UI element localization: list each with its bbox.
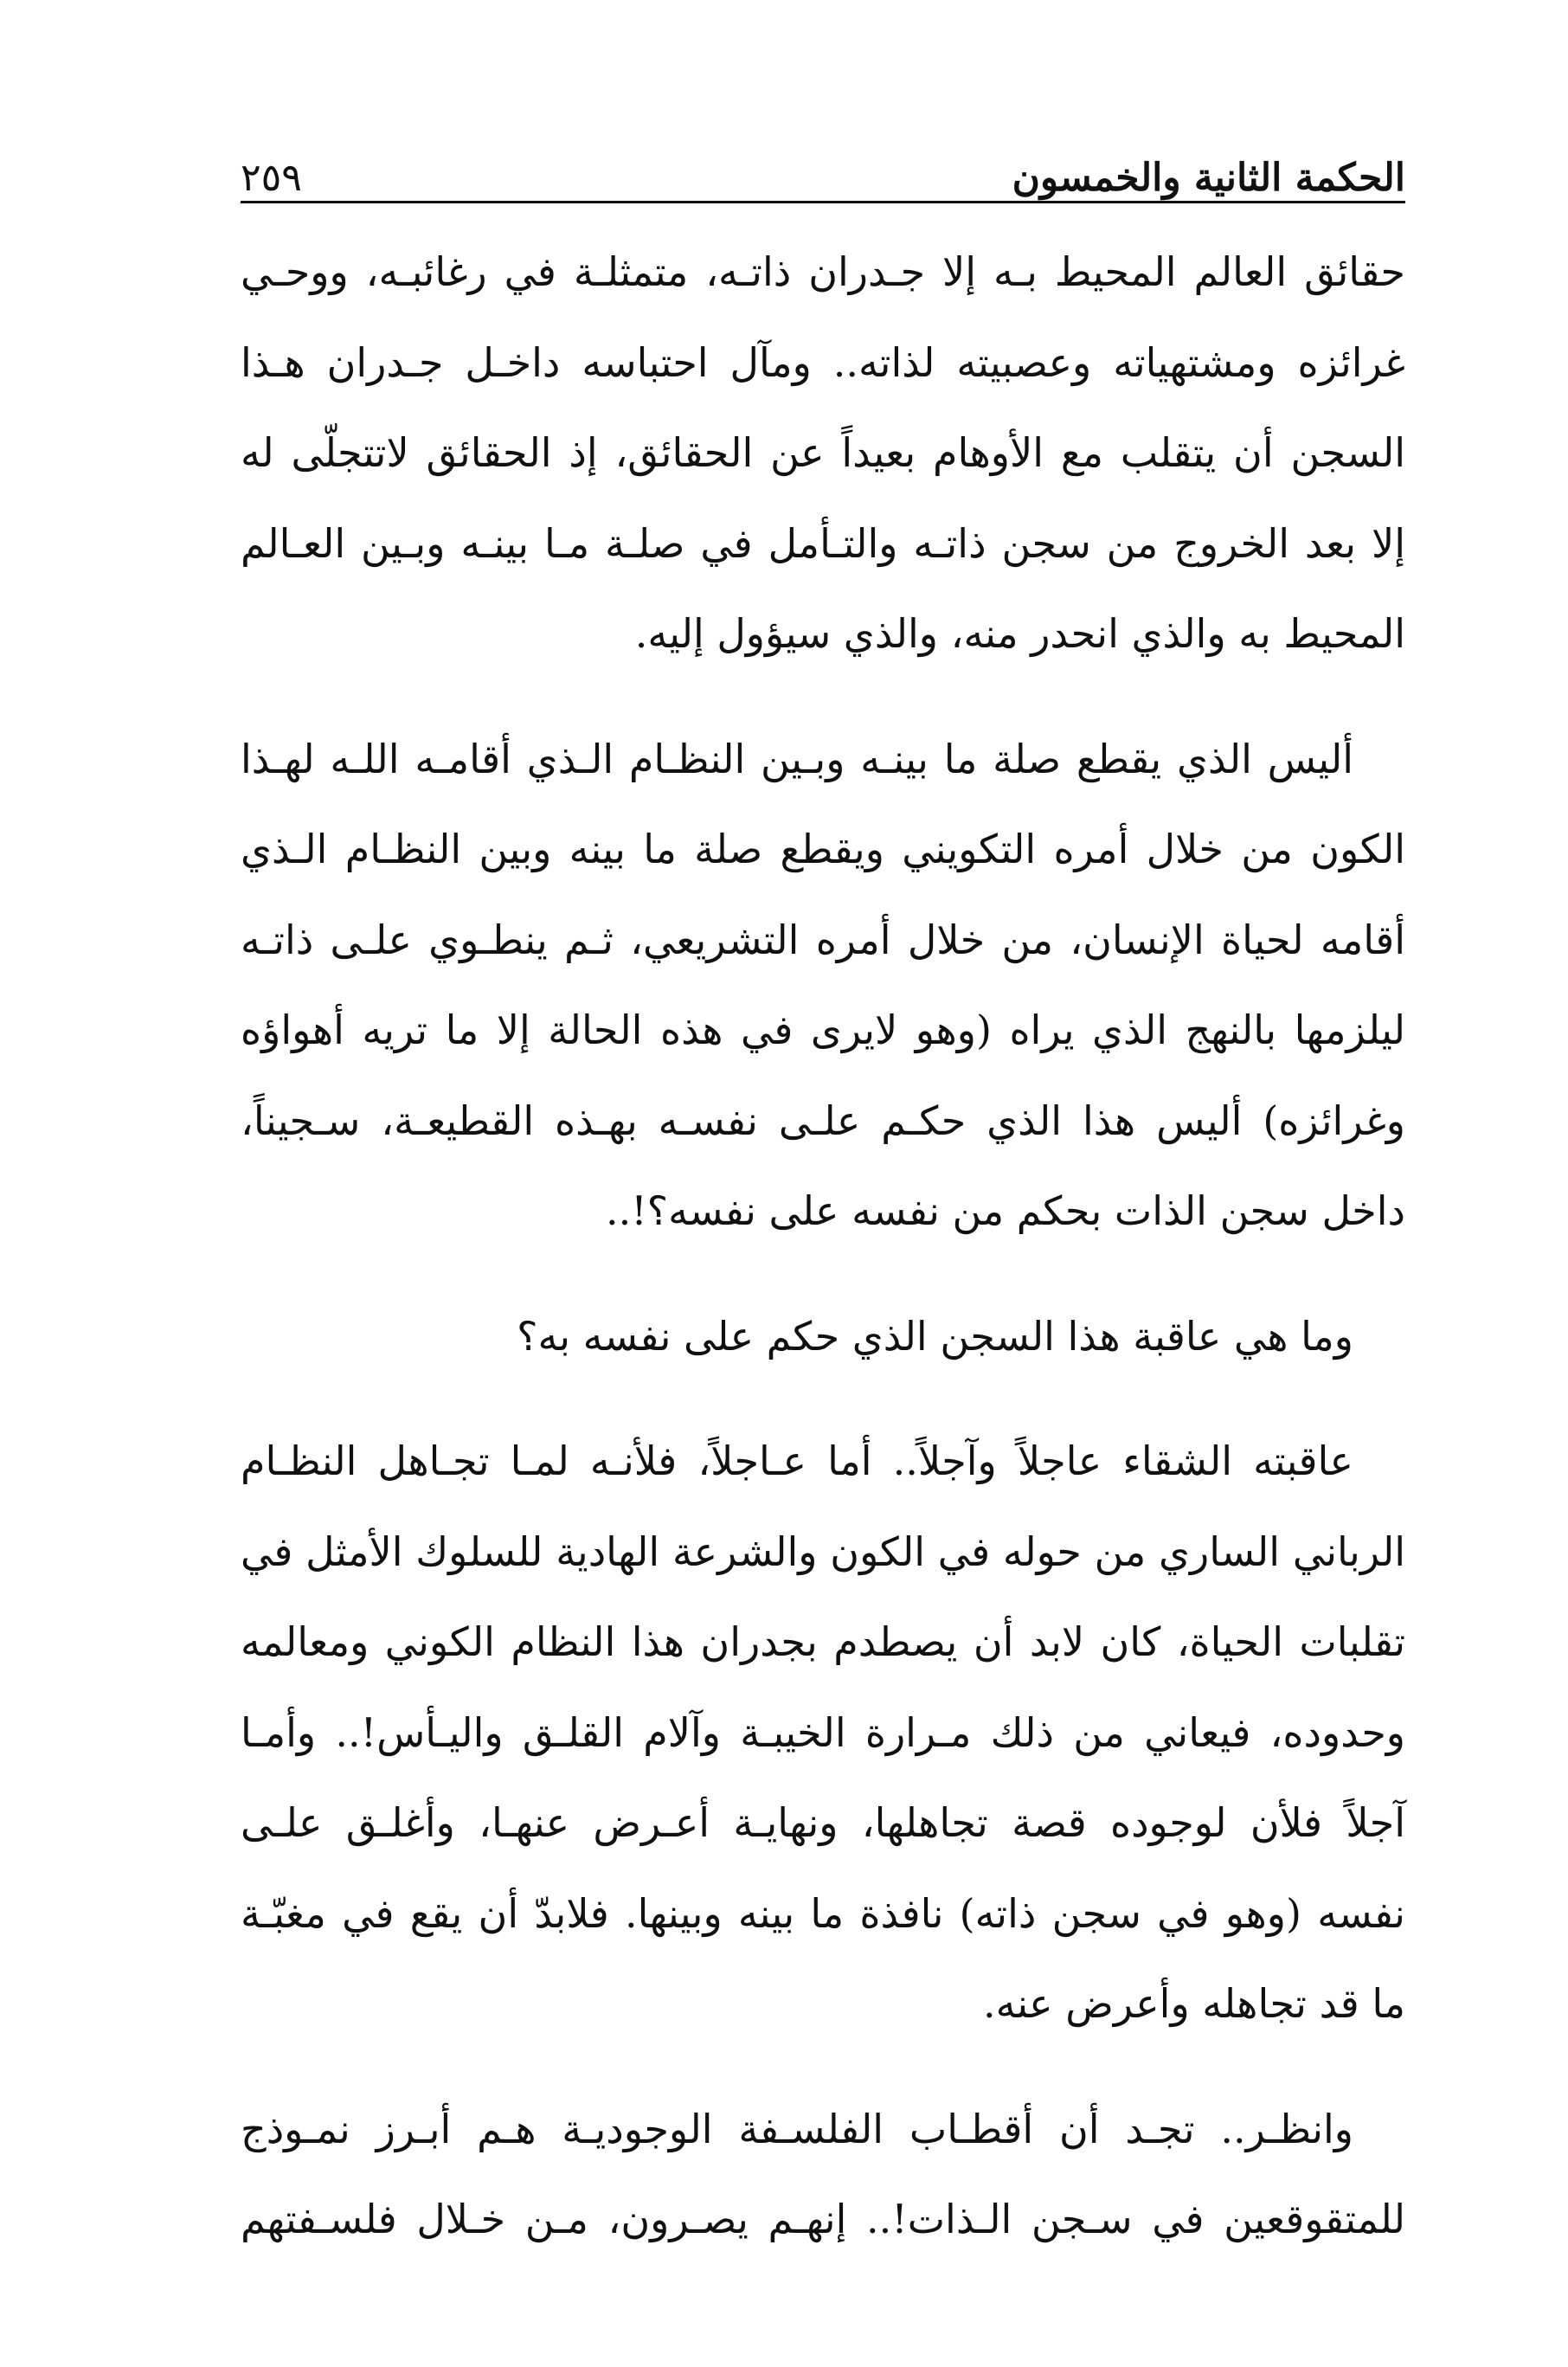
text-line: وما هي عاقبة هذا السجن الذي حكم على نفسه به؟ [517,1312,1353,1360]
text-line: وحدوده، فيعاني من ذلك مـرارة الخيبـة وآلام القلـق واليـأس!.. وأمـا [241,1708,1405,1756]
text-line: السجن أن يتقلب مع الأوهام بعيداً عن الحقائق، إذ الحقائق لاتتجلّى له [241,429,1405,476]
paragraph-3 [241,1291,1405,1382]
text-line: أليس الذي يقطع صلة ما بينـه وبـين النظـام الـذي أقامـه اللـه لهـذا [241,735,1353,782]
chapter-title: الحكمة الثانية والخمسون [1012,156,1405,200]
text-line: تقلبات الحياة، كان لابد أن يصطدم بجدران هذا النظام الكوني ومعالمه [241,1618,1405,1665]
text-line: داخل سجن الذات بحكم من نفسه على نفسه؟!.. [605,1187,1405,1234]
running-header [241,130,1405,200]
header-divider [241,201,1405,203]
page-body [241,227,1405,2265]
text-line: وغرائزه) أليس هذا الذي حكـم علـى نفسـه بهـذه القطيعـة، سـجيناً، [241,1097,1405,1144]
paragraph-2 [241,714,1405,1257]
text-line: وانظـر.. تجـد أن أقطـاب الفلسـفة الوجوديـة هـم أبـرز نمـوذج [241,2105,1353,2152]
text-line: نفسه (وهو في سجن ذاته) نافذة ما بينه وبينها. فلابدّ أن يقع في مغبّـة [241,1889,1405,1937]
text-line: الرباني الساري من حوله في الكون والشرعة الهادية للسلوك الأمثل في [241,1528,1406,1575]
page-number: ٢٥٩ [241,156,302,200]
paragraph-4 [241,1416,1405,2049]
text-line: إلا بعد الخروج من سجن ذاتـه والتـأمل في صلـة مـا بينـه وبـين العـالم [241,519,1405,567]
text-line: للمتقوقعين في سـجن الـذات!.. إنهـم يصـرون، مـن خـلال فلسـفتهم [241,2196,1405,2242]
text-line: ما قد تجاهله وأعرض عنه. [983,1980,1405,2027]
text-line: غرائزه ومشتهياته وعصبيته لذاته.. ومآل احتباسه داخـل جـدران هـذا [241,338,1405,386]
text-line: حقائق العالم المحيط بـه إلا جـدران ذاتـه، متمثلـة في رغائبـه، ووحـي [241,248,1405,295]
text-line: المحيط به والذي انحدر منه، والذي سيؤول إليه. [634,610,1405,657]
text-line: أقامه لحياة الإنسان، من خلال أمره التشريعي، ثـم ينطـوي علـى ذاتـه [241,916,1405,963]
text-line: عاقبته الشقاء عاجلاً وآجلاً.. أما عـاجلاً، فلأنـه لمـا تجـاهل النظـام [241,1438,1353,1484]
text-line: ليلزمها بالنهج الذي يراه (وهو لايرى في هذه الحالة إلا ما تريه أهواؤه [241,1007,1405,1053]
text-line: الكون من خلال أمره التكويني ويقطع صلة ما بينه وبين النظـام الـذي [241,826,1405,872]
paragraph-5 [241,2084,1405,2265]
paragraph-1 [241,227,1405,679]
text-line: آجلاً فلأن لوجوده قصة تجاهلها، ونهايـة أعـرض عنهـا، وأغلـق علـى [241,1799,1405,1846]
